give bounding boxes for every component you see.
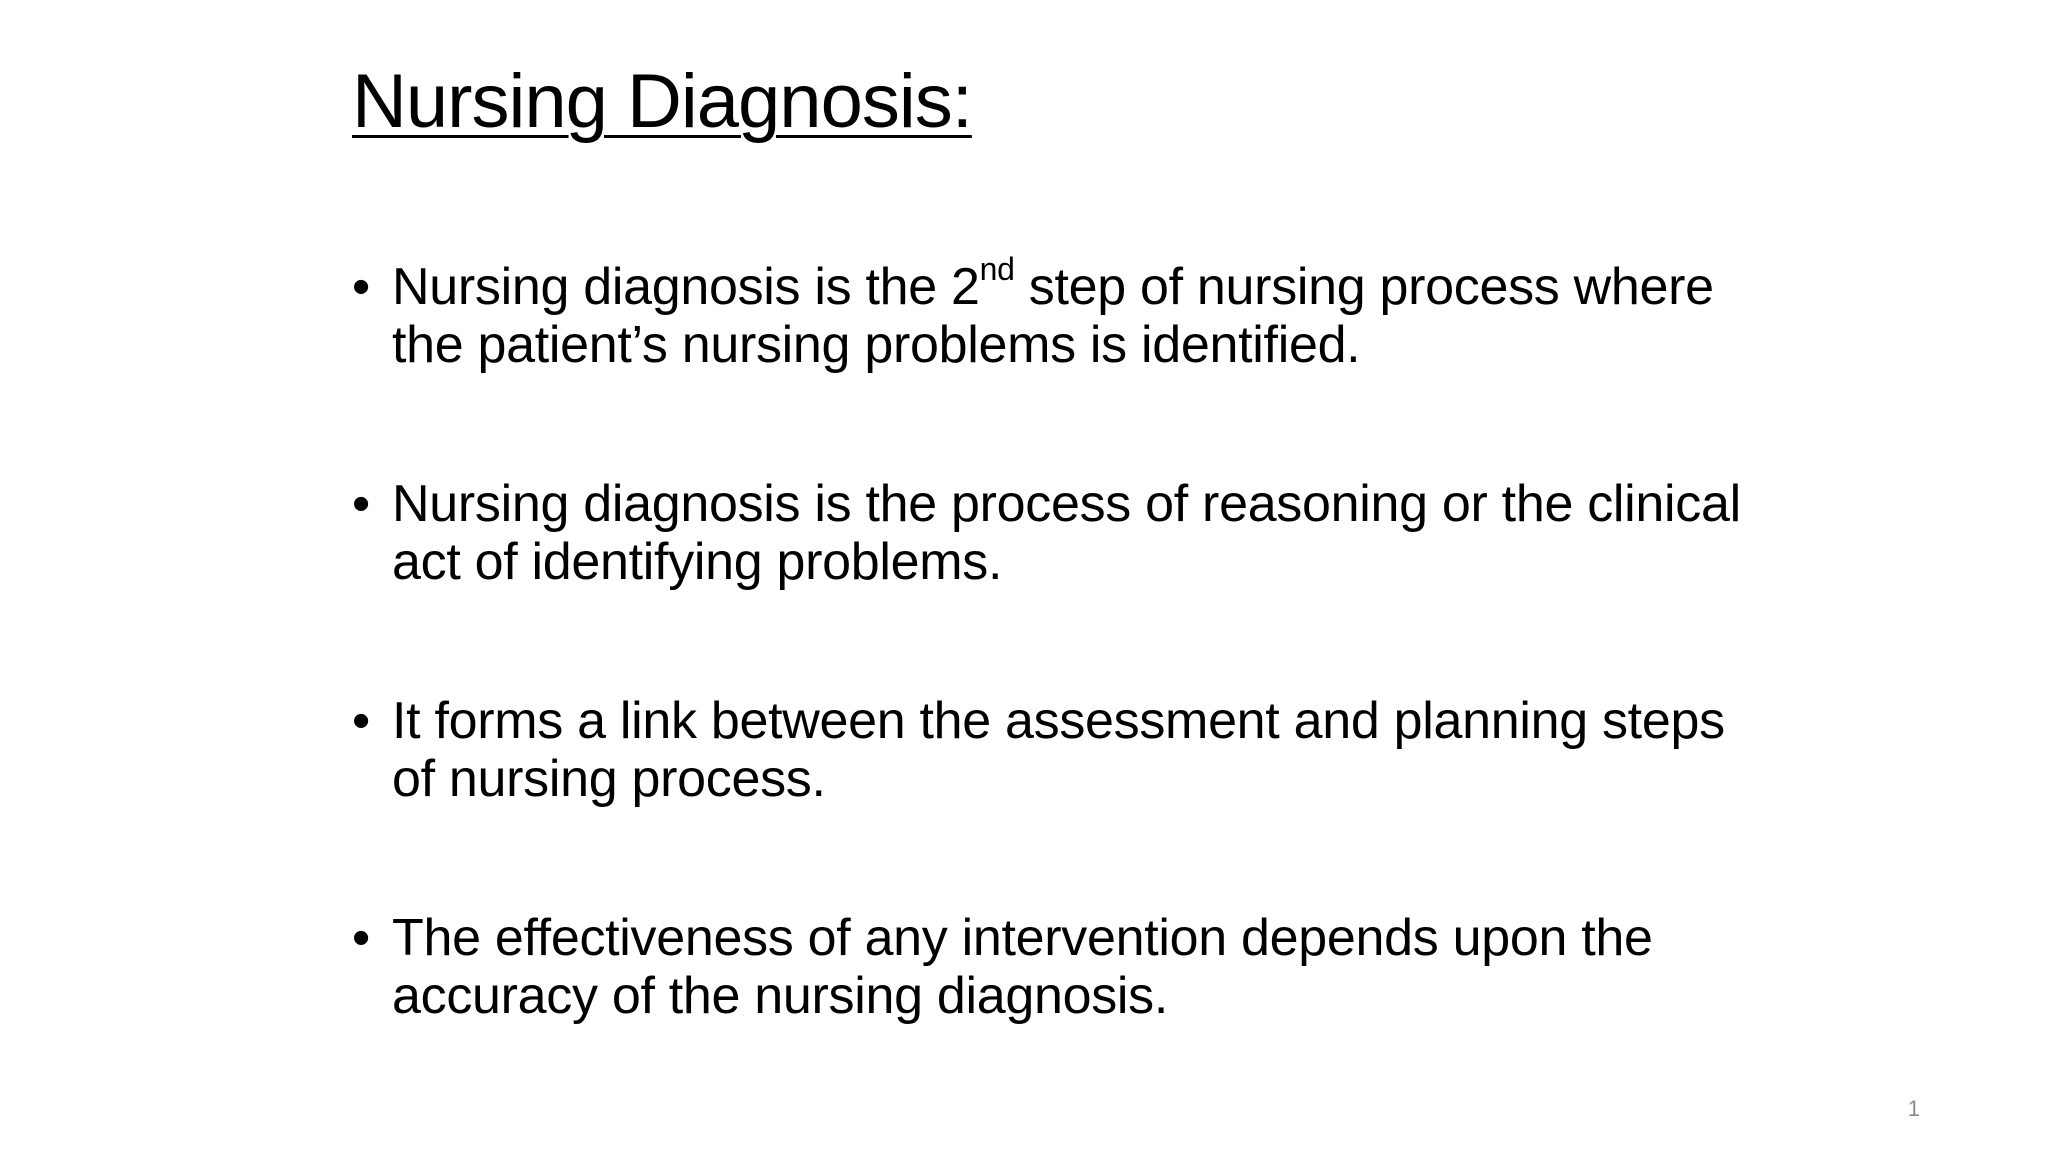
- bullet-marker: •: [352, 692, 370, 750]
- bullet-item-3: [352, 692, 1752, 808]
- bullet-text-4: The effectiveness of any intervention depends upon the accuracy of the nursing diagnosis.: [392, 909, 1653, 1025]
- bullet-marker: •: [352, 475, 370, 533]
- bullet-text-2: Nursing diagnosis is the process of reasoning or the clinical act of identifying problems.: [392, 475, 1741, 591]
- bullet-item-4: [352, 909, 1752, 1025]
- bullet-item-2: [352, 475, 1752, 591]
- ordinal-superscript: nd: [979, 250, 1015, 287]
- bullet-marker: •: [352, 909, 370, 967]
- page-number: 1: [1907, 1096, 1920, 1121]
- bullet-text-1-part-2: step of nursing process where the patient’s nursing problems is identified.: [392, 258, 1714, 374]
- bullet-list: [352, 250, 1752, 1126]
- bullet-text-1-part-1: Nursing diagnosis is the 2: [392, 258, 980, 316]
- bullet-item-1: [352, 250, 1752, 374]
- bullet-text-3: It forms a link between the assessment and planning steps of nursing process.: [392, 692, 1725, 808]
- slide-title: Nursing Diagnosis:: [352, 59, 972, 144]
- bullet-marker: •: [352, 258, 370, 316]
